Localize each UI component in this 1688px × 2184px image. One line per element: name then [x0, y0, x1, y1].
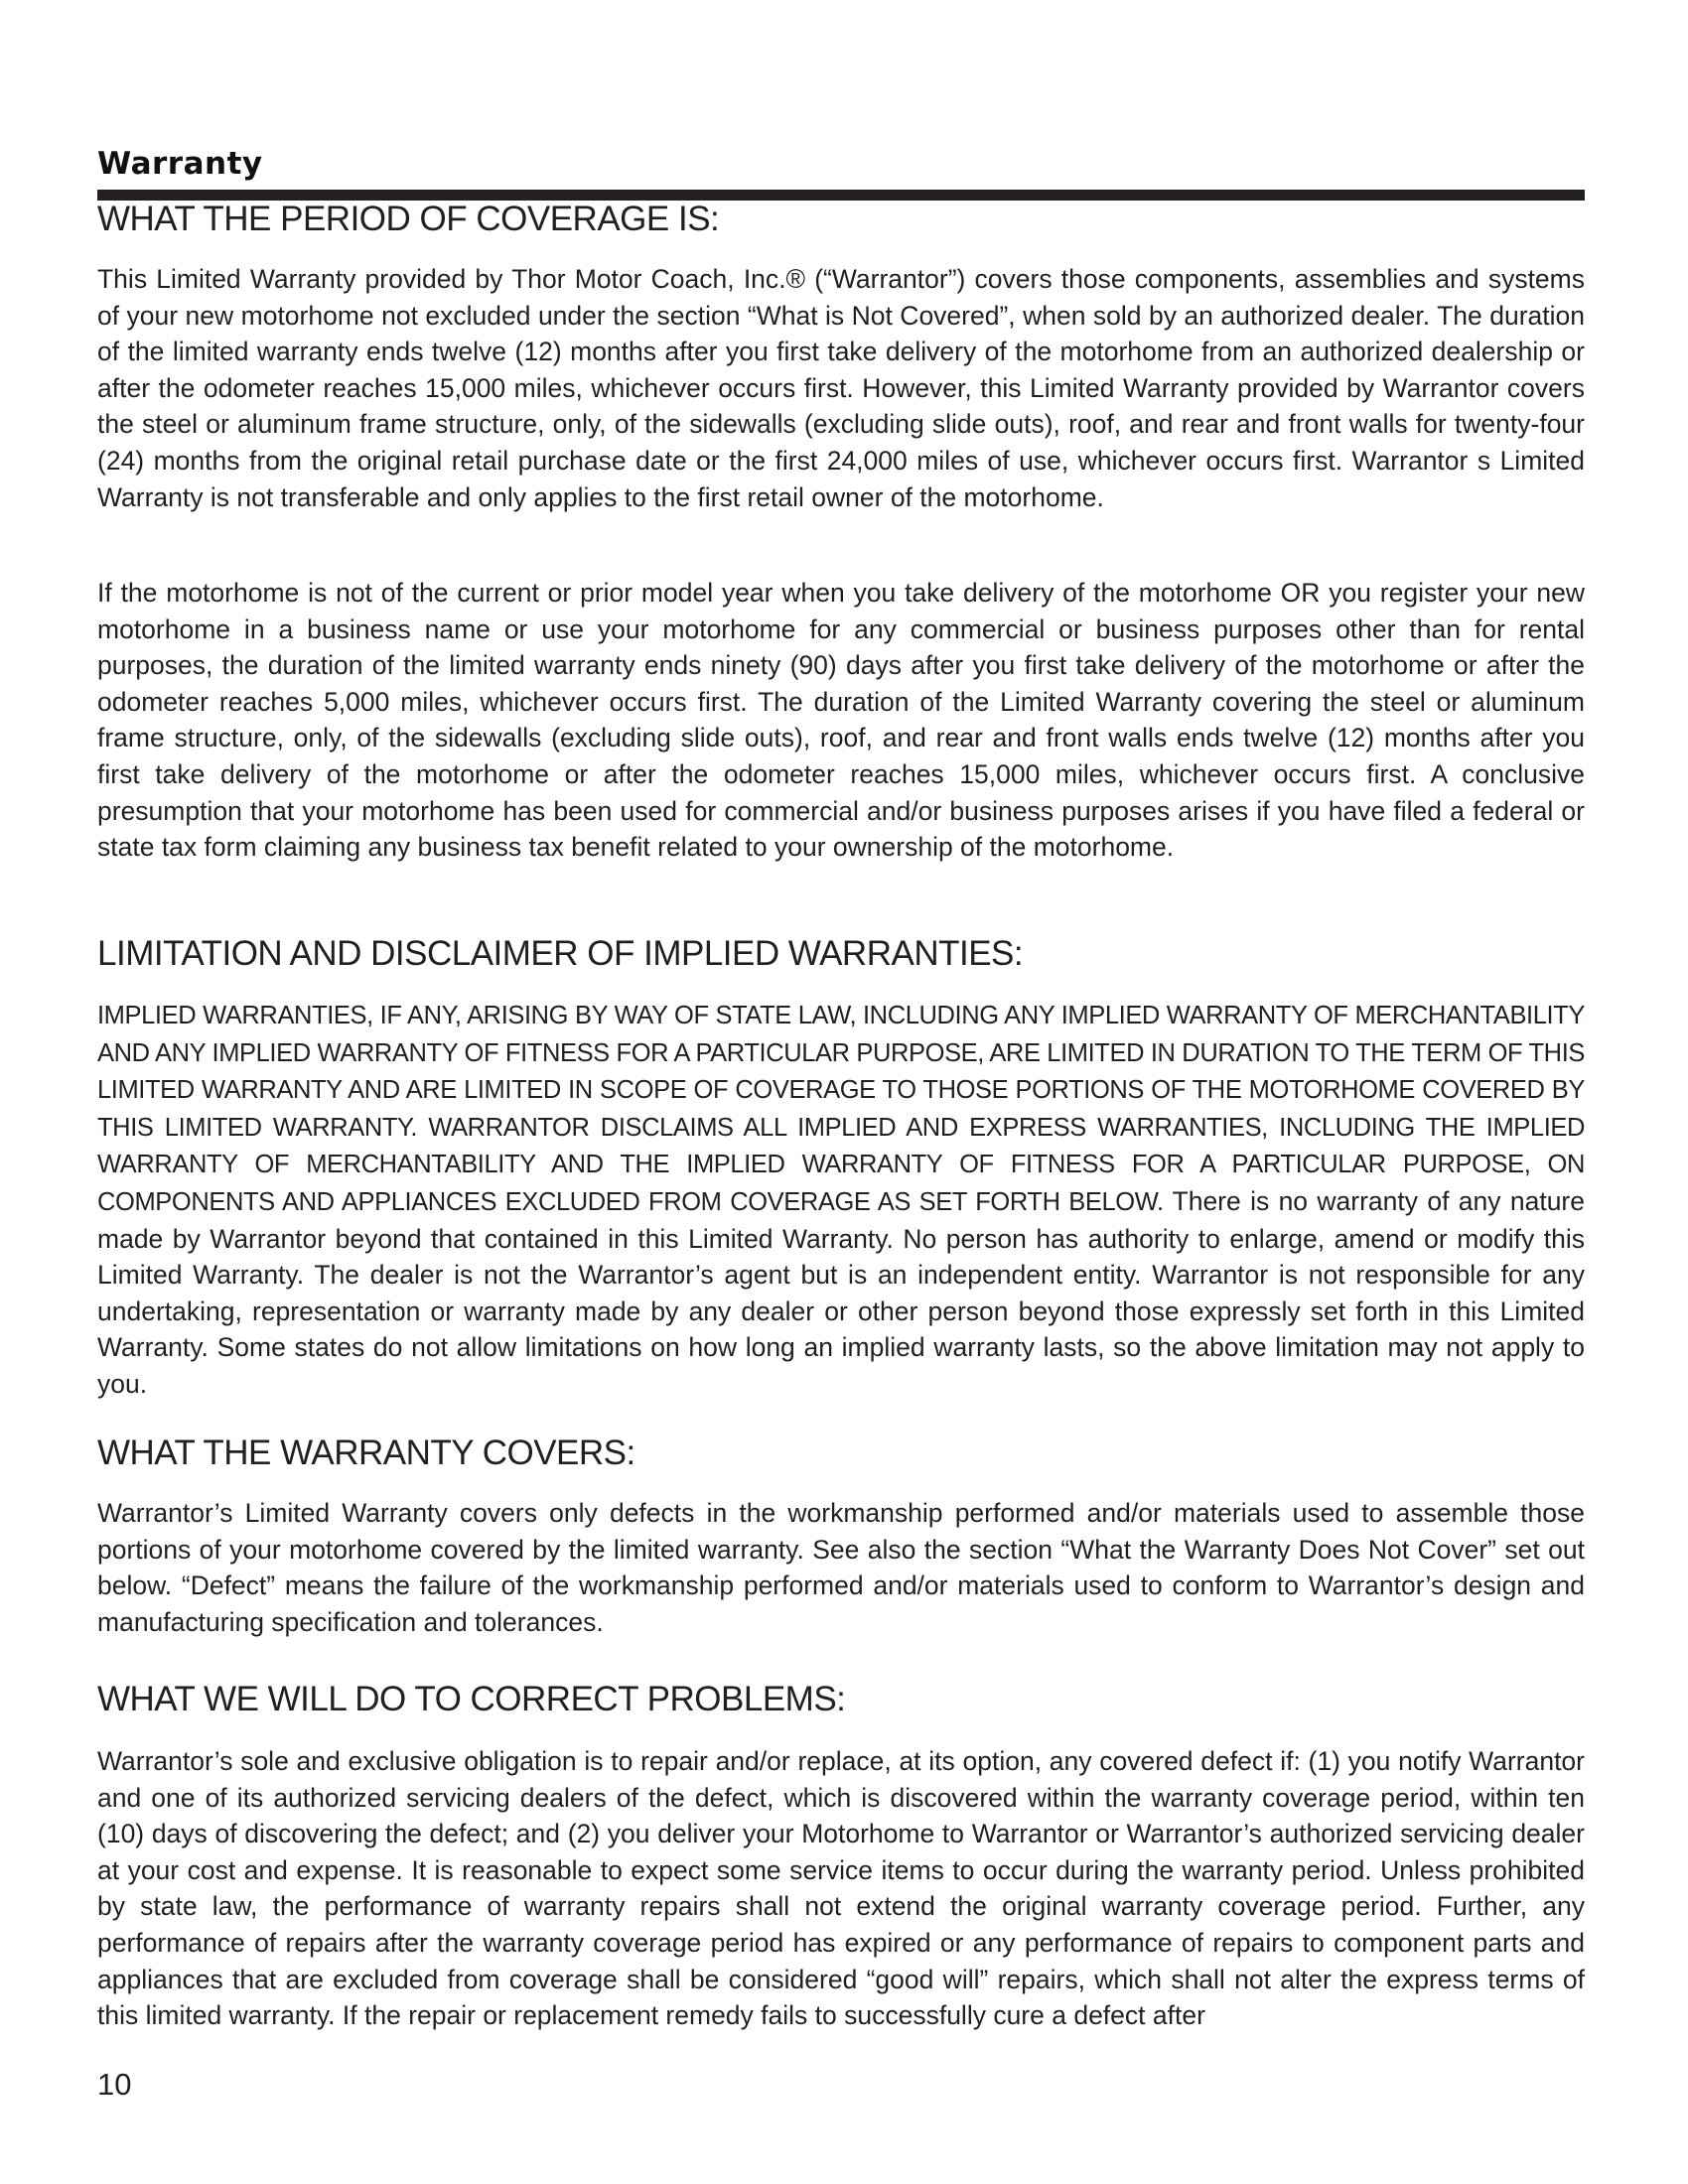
paragraph-correct-problems: Warrantor’s sole and exclusive obligation is to repair and/or replace, at its option, any covered defect if: (1) you notify Warrantor and one of its authorized servicing dealers of the defect, which is discovered within the warranty coverage period, within ten (10) days of discovering the defect; and (2) you deliver your Motorhome to Warrantor or Warrantor’s authorized servicing dealer at your cost and expense. It is reasonable to expect some service items to occur during the warranty period. Unless prohibited by state law, the performance of warranty repairs shall not extend the original warranty coverage period. Further, any performance of repairs after the warranty coverage period has expired or any performance of repairs to component parts and appliances that are excluded from coverage shall be considered “good will” repairs, which shall not alter the express terms of this limited warranty. If the repair or replacement remedy fails to successfully cure a defect after — [97, 1746, 1585, 2031]
paragraph-warranty-covers: Warrantor’s Limited Warranty covers only defects in the workmanship performed and/or materials used to assemble those portions of your motorhome covered by the limited warranty. See also the section “What the Warranty Does Not Cover” set out below. “Defect” means the failure of the workmanship performed and/or materials used to conform to Warrantor’s design and manufacturing specification and tolerances. — [97, 1498, 1585, 1637]
paragraph-disclaimer — [97, 997, 1585, 1403]
disclaimer-body-text: There is no warranty of any nature made by Warrantor beyond that contained in this Limited Warranty. No person has authority to enlarge, amend or modify this Limited Warranty. The dealer is not the Warrantor’s agent but is an independent entity. Warrantor is not responsible for any undertaking, representation or warranty made by any dealer or other person beyond those expressly set forth in this Limited Warranty. Some states do not allow limitations on how long an implied warranty lasts, so the above limitation may not apply to you. — [97, 1185, 1585, 1399]
page-number: 10 — [97, 2067, 132, 2102]
heading-limitation-disclaimer: LIMITATION AND DISCLAIMER OF IMPLIED WARRANTIES: — [97, 934, 1024, 973]
paragraph-coverage-1: This Limited Warranty provided by Thor Motor Coach, Inc.® (“Warrantor”) covers those components, assemblies and systems of your new motorhome not excluded under the section “What is Not Covered”, when sold by an authorized dealer. The duration of the limited warranty ends twelve (12) months after you first take delivery of the motorhome from an authorized dealership or after the odometer reaches 15,000 miles, whichever occurs first. However, this Limited Warranty provided by Warrantor covers the steel or aluminum frame structure, only, of the sidewalls (excluding slide outs), roof, and rear and front walls for twenty-four (24) months from the original retail purchase date or the first 24,000 miles of use, whichever occurs first. Warrantor s Limited Warranty is not transferable and only applies to the first retail owner of the motorhome. — [97, 264, 1585, 512]
section-label: Warranty — [97, 146, 263, 182]
document-page — [97, 0, 1585, 2184]
heading-period-of-coverage: WHAT THE PERIOD OF COVERAGE IS: — [97, 200, 720, 238]
paragraph-coverage-2: If the motorhome is not of the current or prior model year when you take delivery of the motorhome OR you register your new motorhome in a business name or use your motorhome for any commercial or business purposes other than for rental purposes, the duration of the limited warranty ends ninety (90) days after you first take delivery of the motorhome or after the odometer reaches 5,000 miles, whichever occurs first. The duration of the Limited Warranty covering the steel or aluminum frame structure, only, of the sidewalls (excluding slide outs), roof, and rear and front walls ends twelve (12) months after you first take delivery of the motorhome or after the odometer reaches 15,000 miles, whichever occurs first. A conclusive presumption that your motorhome has been used for commercial and/or business purposes arises if you have filed a federal or state tax form claiming any business tax benefit related to your ownership of the motorhome. — [97, 578, 1585, 863]
heading-correct-problems: WHAT WE WILL DO TO CORRECT PROBLEMS: — [97, 1680, 846, 1718]
disclaimer-uppercase-text: IMPLIED WARRANTIES, IF ANY, ARISING BY WAY OF STATE LAW, INCLUDING ANY IMPLIED WARRANTY OF MERCHANTABILITY AND ANY IMPLIED WARRANTY OF FITNESS FOR A PARTICULAR PURPOSE, ARE LIMITED IN DURATION TO THE TERM OF THIS LIMITED WARRANTY AND ARE LIMITED IN SCOPE OF COVERAGE TO THOSE PORTIONS OF THE MOTORHOME COVERED BY THIS LIMITED WARRANTY. WARRANTOR DISCLAIMS ALL IMPLIED AND EXPRESS WARRANTIES, INCLUDING THE IMPLIED WARRANTY OF MERCHANTABILITY AND THE IMPLIED WARRANTY OF FITNESS FOR A PARTICULAR PURPOSE, ON COMPONENTS AND APPLIANCES EXCLUDED FROM COVERAGE AS SET FORTH BELOW. — [97, 1002, 1585, 1216]
heading-warranty-covers: WHAT THE WARRANTY COVERS: — [97, 1433, 635, 1472]
